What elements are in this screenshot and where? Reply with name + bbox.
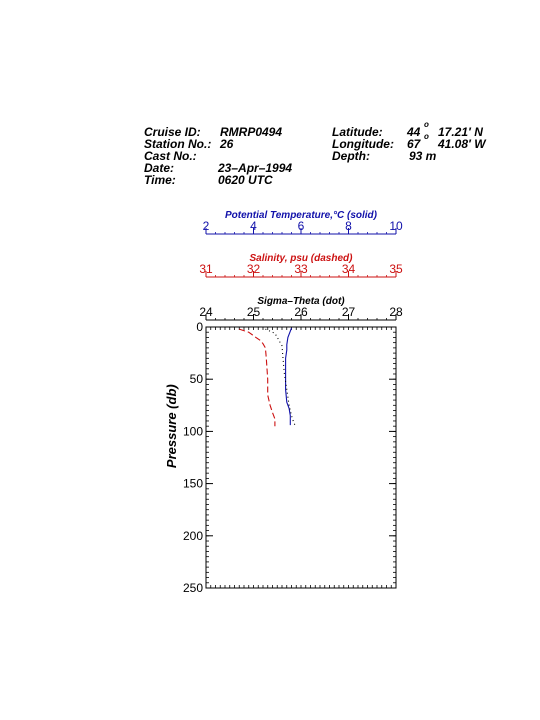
temperature-tick-label: 2: [202, 219, 210, 233]
temperature-tick-label: 4: [250, 219, 257, 233]
latitude-degree-symbol: o: [424, 120, 429, 129]
plot-frame: [206, 327, 396, 588]
longitude-degrees: 67: [407, 137, 421, 151]
longitude-minutes: 41.08′ W: [438, 137, 486, 151]
longitude-label: Longitude:: [332, 137, 394, 151]
salinity-tick-label: 32: [246, 262, 261, 276]
cruise-id-value: RMRP0494: [220, 125, 283, 139]
y-tick-label: 150: [182, 476, 203, 491]
sigma-tick-label: 28: [389, 305, 403, 319]
time-value: 0620 UTC: [218, 173, 273, 187]
y-tick-label: 250: [182, 581, 203, 595]
date-value: 23–Apr–1994: [218, 161, 293, 175]
sigma-tick-label: 24: [199, 305, 213, 319]
temperature-profile-line: [286, 328, 292, 425]
y-axis-title: Pressure (db): [164, 384, 179, 469]
station-label: Station No.:: [144, 137, 212, 151]
sigma-profile-line: [265, 329, 296, 427]
sigma-axis-title: Sigma–Theta (dot): [257, 296, 345, 307]
salinity-tick-label: 34: [341, 262, 356, 276]
date-label: Date:: [144, 161, 175, 175]
sigma-tick-label: 25: [246, 305, 261, 319]
longitude-degree-symbol: o: [424, 132, 429, 141]
y-tick-label: 50: [189, 372, 203, 387]
salinity-axis-title: Salinity, psu (dashed): [249, 253, 353, 264]
y-tick-label: 200: [182, 528, 203, 543]
sigma-tick-label: 26: [294, 305, 308, 319]
temperature-tick-label: 8: [345, 219, 352, 233]
station-value: 26: [220, 137, 234, 151]
y-tick-label: 100: [182, 424, 203, 439]
temperature-tick-label: 10: [389, 219, 403, 233]
temperature-axis-title: Potential Temperature,°C (solid): [225, 210, 377, 221]
salinity-tick-label: 33: [294, 262, 308, 276]
depth-label: Depth:: [332, 149, 370, 163]
depth-value: 93 m: [409, 149, 437, 163]
sigma-tick-label: 27: [341, 305, 356, 319]
cast-label: Cast No.:: [144, 149, 197, 163]
y-tick-label: 0: [196, 320, 203, 334]
salinity-tick-label: 31: [199, 262, 213, 276]
latitude-minutes: 17.21′ N: [438, 125, 483, 139]
salinity-profile-line: [239, 329, 275, 426]
salinity-tick-label: 35: [389, 262, 403, 276]
time-label: Time:: [144, 173, 176, 187]
cruise-id-label: Cruise ID:: [144, 125, 201, 139]
temperature-tick-label: 6: [297, 219, 305, 233]
latitude-label: Latitude:: [332, 125, 383, 139]
latitude-degrees: 44: [407, 125, 421, 139]
